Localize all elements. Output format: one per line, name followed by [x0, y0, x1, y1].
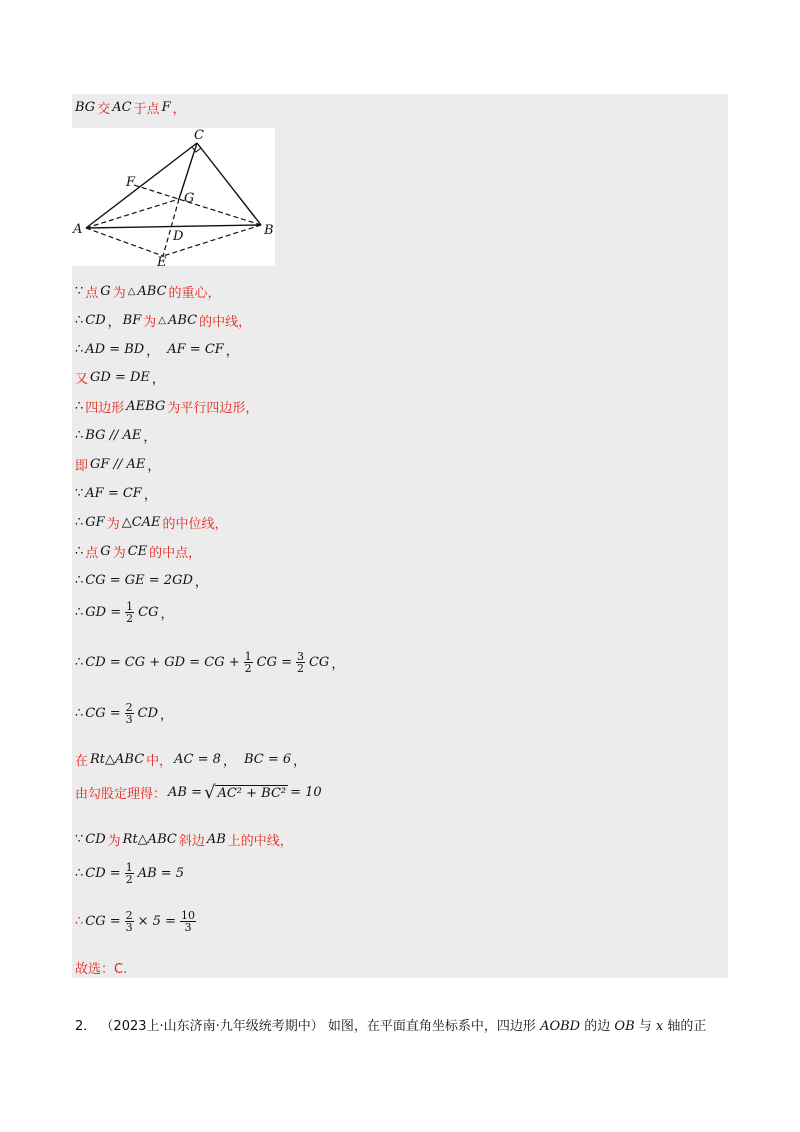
denominator: 2: [126, 612, 134, 625]
question-text: 的边: [584, 1019, 611, 1034]
text: 为: [143, 315, 157, 330]
math: CD: [85, 832, 106, 847]
math: G: [100, 284, 111, 299]
math: CG =: [85, 914, 121, 929]
radicand: AC² + BC²: [217, 785, 287, 801]
math: CG =: [85, 706, 121, 721]
math: G: [100, 544, 111, 559]
solution-line-16: [75, 750, 306, 769]
math: GD =: [85, 605, 122, 620]
math: AB = 5: [137, 866, 185, 881]
solution-line-9: [75, 484, 157, 503]
solution-line-3: [75, 311, 251, 330]
denominator: 3: [125, 713, 133, 726]
therefore-symbol: ∴: [75, 399, 84, 414]
solution-line-11: [75, 542, 201, 561]
math: GF: [85, 515, 105, 530]
denominator: 3: [125, 921, 133, 934]
text: 的中位线，: [162, 517, 228, 532]
text: 即: [75, 459, 89, 474]
solution-line-12: [75, 571, 208, 590]
solution-line-18: [75, 830, 293, 849]
text: 斜边: [178, 834, 205, 849]
segment-ae: [86, 228, 163, 256]
therefore-symbol: ∴: [75, 706, 84, 721]
math: CG = GE = 2GD: [85, 573, 193, 588]
solution-line-4: [75, 340, 239, 359]
solution-line-8: [75, 455, 160, 474]
math: AOBD: [540, 1019, 581, 1034]
math: CG =: [256, 655, 292, 670]
segment-ge: [163, 199, 179, 256]
text: 中，: [146, 754, 173, 769]
text: 的中线，: [199, 315, 252, 330]
therefore-symbol: ∴: [75, 515, 84, 530]
question-text: 如图，在平面直角坐标系中，四边形: [327, 1019, 536, 1034]
label-d: D: [173, 229, 184, 244]
text: 为: [112, 546, 126, 561]
numerator: 3: [296, 650, 304, 663]
math: △CAE: [121, 515, 161, 530]
text: ，: [172, 102, 186, 117]
label-g: G: [184, 191, 195, 206]
text: ，: [160, 607, 174, 622]
math: AEBG: [126, 399, 166, 414]
text: 为: [107, 834, 121, 849]
therefore-symbol: ∴: [75, 313, 84, 328]
because-symbol: ∵: [75, 832, 84, 847]
math: GF // AE: [90, 457, 146, 472]
math: ABC: [137, 284, 167, 299]
side-ab: [86, 225, 261, 228]
solution-line-1: [75, 98, 186, 117]
therefore-symbol: ∴: [75, 342, 84, 357]
therefore-symbol: ∴: [75, 428, 84, 443]
label-c: C: [194, 128, 204, 143]
math: = 10: [290, 785, 322, 800]
question-text: 轴的正: [667, 1019, 707, 1034]
solution-line-14: [75, 651, 344, 674]
fraction: [244, 651, 253, 674]
solution-line-13: [75, 601, 173, 624]
because-symbol: ∵: [75, 284, 84, 299]
math: BC = 6: [243, 752, 292, 767]
solution-line-2: [75, 282, 221, 301]
denominator: 2: [296, 662, 304, 675]
numerator: 1: [125, 861, 133, 874]
question-text: 与: [638, 1019, 652, 1034]
text: ，: [143, 430, 157, 445]
math-ac: AC: [112, 100, 132, 115]
math: AB: [206, 832, 226, 847]
text: ，: [331, 657, 345, 672]
fraction: [125, 601, 134, 624]
therefore-symbol: ∴: [75, 544, 84, 559]
right-angle-mark: [192, 147, 201, 152]
math: × 5 =: [137, 914, 176, 929]
text: ，: [146, 344, 160, 359]
text: 四边形: [85, 401, 125, 416]
math: AD = BD: [85, 342, 145, 357]
text: ，: [194, 575, 208, 590]
math: CD: [137, 706, 159, 721]
math: AB =: [168, 785, 202, 800]
triangle-symbol: △: [127, 286, 136, 297]
text: 的中点，: [149, 546, 202, 561]
math: CG: [138, 605, 159, 620]
solution-line-21: [75, 958, 127, 977]
math: BF: [122, 313, 142, 328]
text: ，: [293, 754, 307, 769]
numerator: 1: [126, 600, 134, 613]
question-source: （2023上·山东济南·九年级统考期中）: [100, 1019, 324, 1034]
segment-bf: [134, 185, 261, 225]
text: ，: [107, 315, 121, 330]
answer-text: 故选：C.: [75, 962, 128, 977]
triangle-symbol: △: [158, 315, 166, 326]
therefore-symbol: ∴: [75, 605, 84, 620]
square-root: [203, 781, 288, 803]
numerator: 2: [125, 909, 133, 922]
triangle-figure: [72, 128, 275, 266]
fraction: [125, 862, 134, 885]
math: CD =: [85, 866, 121, 881]
denominator: 3: [184, 921, 192, 934]
text: ，: [160, 708, 174, 723]
math: ABC: [167, 313, 198, 328]
math: x: [655, 1019, 664, 1034]
text: 为平行四边形，: [167, 401, 259, 416]
text: 交: [97, 102, 111, 117]
text: 由勾股定理得：: [75, 787, 167, 802]
denominator: 2: [125, 873, 133, 886]
math: OB: [614, 1019, 635, 1034]
fraction: [125, 702, 134, 725]
text: 于点: [133, 102, 160, 117]
text: 点: [85, 286, 99, 301]
label-e: E: [157, 255, 167, 266]
text: 又: [75, 372, 89, 387]
side-ac: [86, 143, 197, 228]
question-number: 2．: [75, 1019, 97, 1034]
math: Rt△ABC: [122, 832, 177, 847]
math: CE: [127, 544, 148, 559]
math: BG // AE: [85, 428, 142, 443]
math: AC = 8: [174, 752, 221, 767]
numerator: 10: [180, 909, 195, 922]
text: 为: [112, 286, 126, 301]
text: ，: [225, 344, 239, 359]
question-2: [75, 1015, 706, 1034]
text: ，: [222, 754, 236, 769]
therefore-symbol: ∴: [75, 655, 84, 670]
fraction: [125, 910, 134, 933]
math: CG: [308, 655, 330, 670]
denominator: 2: [244, 662, 252, 675]
text: 的重心，: [168, 286, 221, 301]
segment-ag: [86, 199, 179, 228]
triangle-diagram: [72, 128, 275, 266]
solution-line-19: [75, 862, 184, 885]
text: ，: [143, 488, 157, 503]
math: AF = CF: [167, 342, 224, 357]
solution-line-15: [75, 702, 173, 725]
math: CD = CG + GD = CG +: [85, 655, 240, 670]
solution-line-10: [75, 513, 228, 532]
label-b: B: [264, 223, 274, 238]
therefore-symbol: ∴: [75, 866, 84, 881]
label-a: A: [73, 222, 83, 237]
math: AF = CF: [85, 486, 142, 501]
side-bc: [197, 143, 261, 225]
solution-line-17: [75, 783, 322, 802]
therefore-symbol: ∴: [75, 914, 84, 929]
fraction: [296, 651, 305, 674]
text: 点: [85, 546, 99, 561]
text: 在: [75, 754, 89, 769]
solution-line-7: [75, 426, 156, 445]
numerator: 2: [125, 701, 133, 714]
math: GD = DE: [90, 370, 150, 385]
solution-line-20: [75, 910, 198, 933]
numerator: 1: [244, 650, 252, 663]
text: ，: [147, 459, 161, 474]
math-f: F: [161, 100, 171, 115]
math: CD: [85, 313, 106, 328]
fraction: [180, 910, 196, 933]
radical-sign: √: [203, 781, 216, 803]
solution-line-6: [75, 397, 258, 416]
text: 上的中线，: [227, 834, 293, 849]
label-f: F: [126, 175, 136, 190]
because-symbol: ∵: [75, 486, 84, 501]
math-bg: BG: [75, 100, 96, 115]
text: 为: [106, 517, 120, 532]
math: Rt△ABC: [90, 752, 145, 767]
solution-line-5: [75, 368, 165, 387]
therefore-symbol: ∴: [75, 573, 84, 588]
text: ，: [151, 372, 165, 387]
